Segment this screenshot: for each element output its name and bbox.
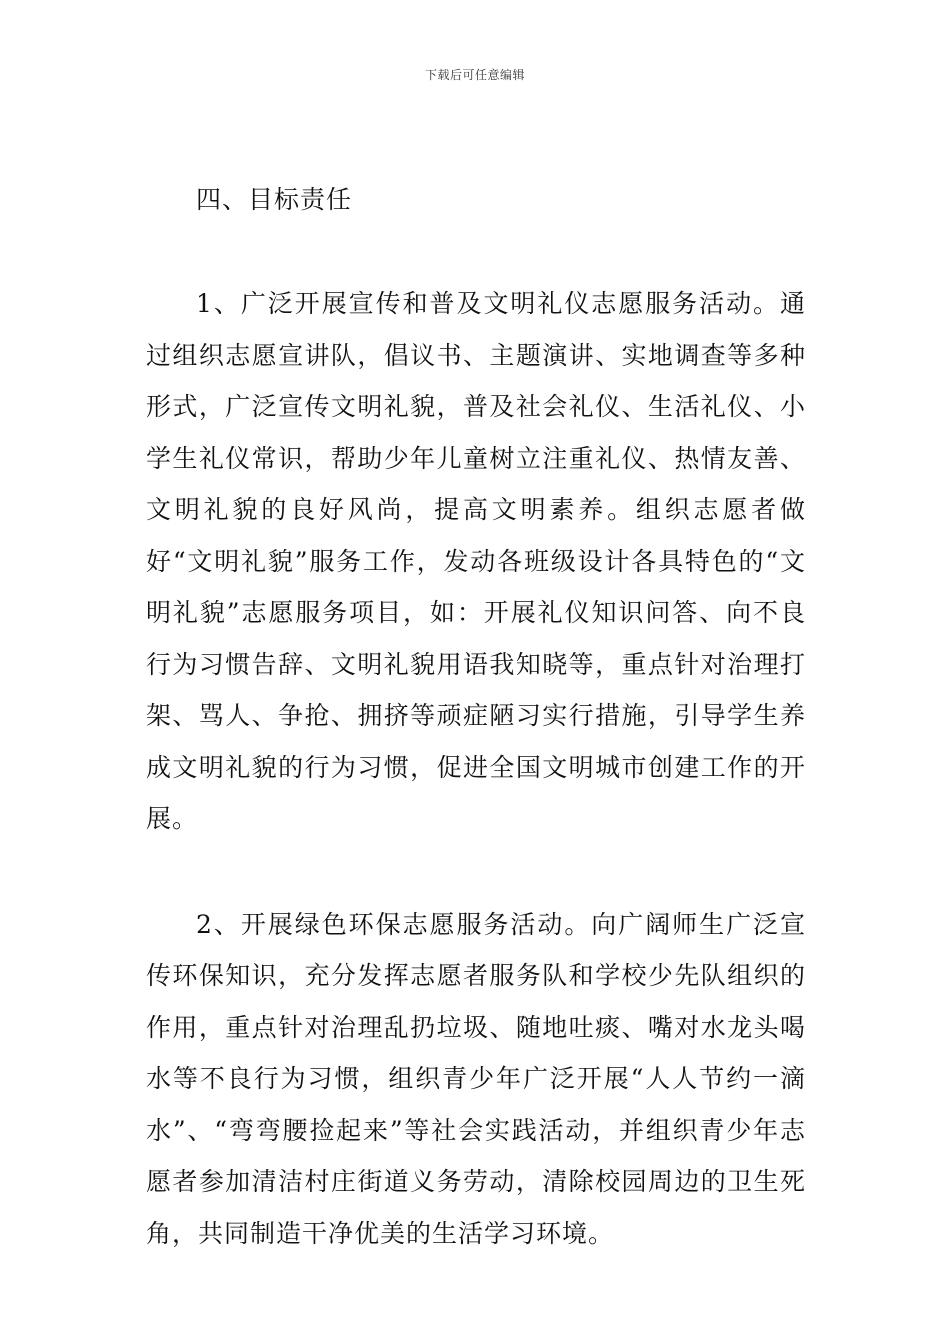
document-body: [146, 178, 806, 1313]
paragraph-1: 1、广泛开展宣传和普及文明礼仪志愿服务活动。通过组织志愿宣讲队，倡议书、主题演讲、实地调查等多种形式，广泛宣传文明礼貌，普及社会礼仪、生活礼仪、小学生礼仪常识，帮助少年儿童树立注重礼仪、热情友善、文明礼貌的良好风尚，提高文明素养。组织志愿者做好“文明礼貌”服务工作，发动各班级设计各具特色的“文明礼貌”志愿服务项目，如：开展礼仪知识问答、向不良行为习惯告辞、文明礼貌用语我知晓等，重点针对治理打架、骂人、争抢、拥挤等顽症陋习实行措施，引导学生养成文明礼貌的行为习惯，促进全国文明城市创建工作的开展。: [146, 289, 806, 833]
section-heading: 四、目标责任: [196, 185, 353, 214]
header-note: 下载后可任意编辑: [424, 68, 525, 82]
paragraph-2: 2、开展绿色环保志愿服务活动。向广阔师生广泛宣传环保知识，充分发挥志愿者服务队和学校少先队组织的作用，重点针对治理乱扔垃圾、随地吐痰、嘴对水龙头喝水等不良行为习惯，组织青少年广泛开展“人人节约一滴水”、“弯弯腰捡起来”等社会实践活动，并组织青少年志愿者参加清洁村庄街道义务劳动，清除校园周边的卫生死角，共同制造干净优美的生活学习环境。: [146, 909, 806, 1248]
